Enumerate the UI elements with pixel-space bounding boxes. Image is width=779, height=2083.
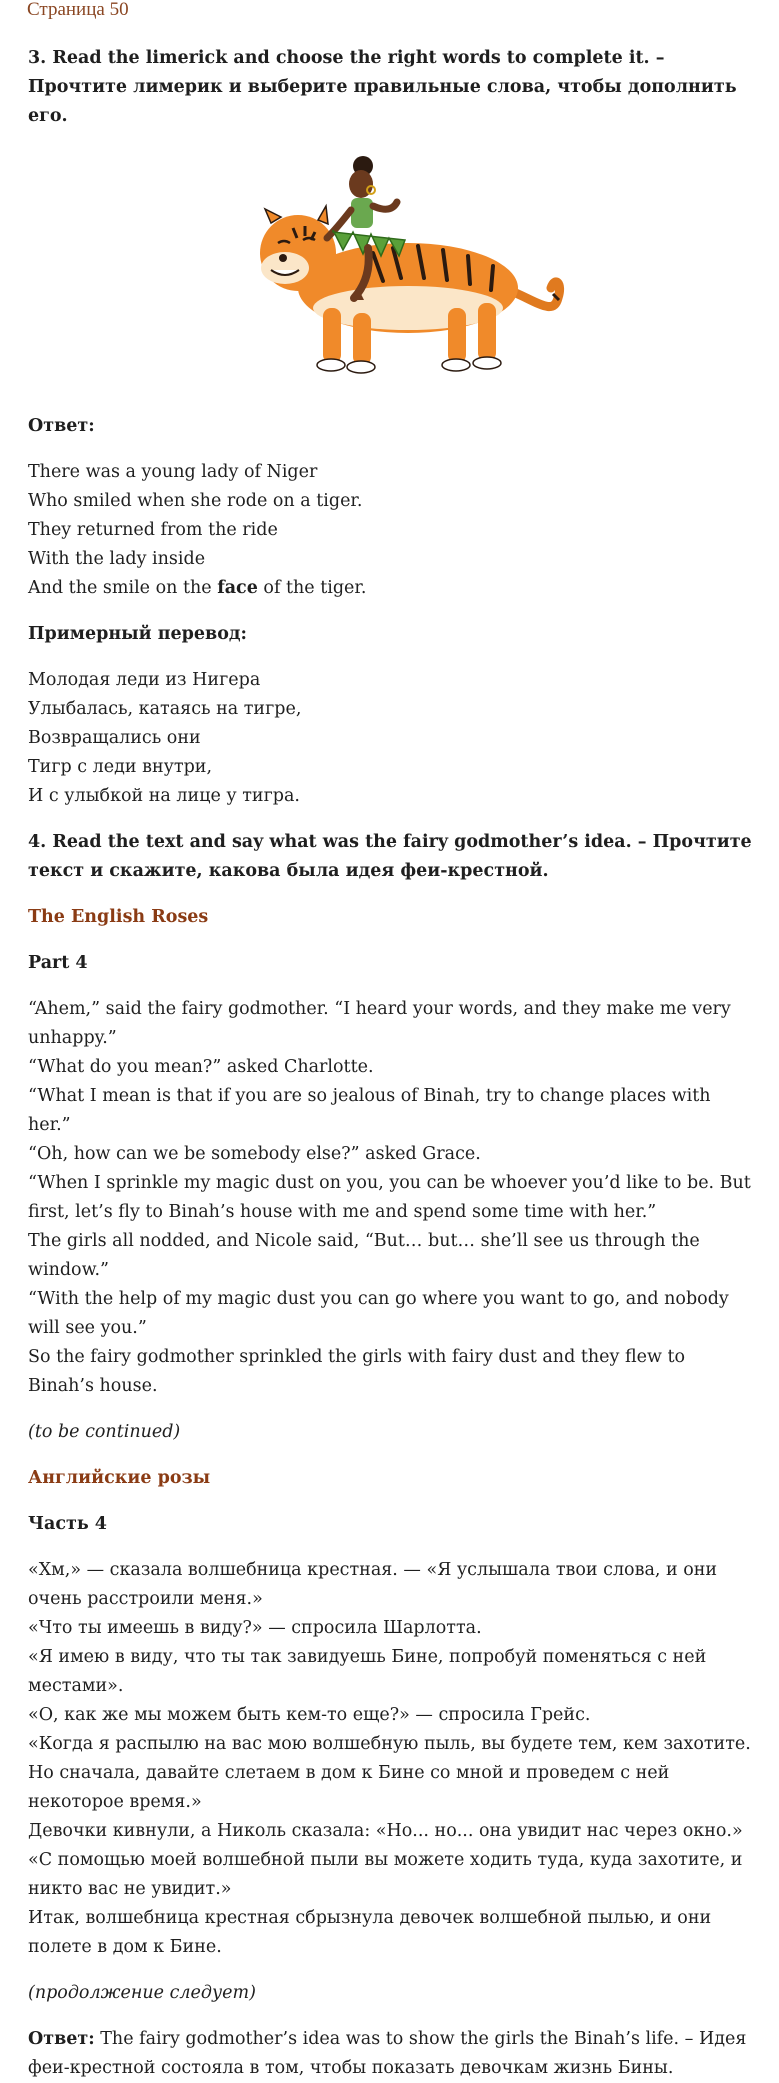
translation <box>28 666 753 811</box>
story-paragraph: «Хм,» — сказала волшебница крестная. — «Я услышала твои слова, и они очень расстроили меня.» <box>28 1560 718 1609</box>
story-paragraph: “Oh, how can we be somebody else?” asked Grace. <box>28 1144 481 1164</box>
translation-label: Примерный перевод: <box>28 624 248 644</box>
story-paragraph: “When I sprinkle my magic dust on you, you can be whoever you’d like to be. But first, let’s fly to Binah’s house with me and spend some time with her.” <box>28 1173 751 1222</box>
story-paragraph: Девочки кивнули, а Николь сказала: «Но... но... она увидит нас через окно.» <box>28 1821 743 1841</box>
story-text-ru <box>28 1556 753 1962</box>
task4-answer-text: The fairy godmother’s idea was to show the girls the Binah’s life. – Идея феи-крестной состояла в том, чтобы показать девочкам жизнь Бины. <box>28 2029 752 2078</box>
limerick-line: Who smiled when she rode on a tiger. <box>28 491 363 511</box>
task4-answer-label: Ответ: <box>28 2029 95 2049</box>
story-title-ru: Английские розы <box>28 1468 211 1488</box>
task3-answer-label: Ответ: <box>28 416 95 436</box>
translation-line: И с улыбкой на лице у тигра. <box>28 786 300 806</box>
task4-answer <box>28 2025 753 2083</box>
girl-riding-tiger-illustration <box>193 148 593 388</box>
story-paragraph: “What do you mean?” asked Charlotte. <box>28 1057 374 1077</box>
part-label-en: Part 4 <box>28 953 88 973</box>
translation-line: Тигр с леди внутри, <box>28 757 213 777</box>
limerick-line: There was a young lady of Niger <box>28 462 318 482</box>
story-paragraph: «О, как же мы можем быть кем-то еще?» — спросила Грейс. <box>28 1705 591 1725</box>
page-number-label: Страница 50 <box>27 0 129 20</box>
content <box>28 44 753 2083</box>
task3-heading: 3. Read the limerick and choose the right words to complete it. – Прочтите лимерик и выберите правильные слова, чтобы дополнить его. <box>28 48 737 126</box>
to-be-continued-en: (to be continued) <box>28 1422 181 1442</box>
story-text-en <box>28 995 753 1401</box>
translation-line: Возвращались они <box>28 728 201 748</box>
to-be-continued-ru: (продолжение следует) <box>28 1983 256 2003</box>
story-paragraph: Итак, волшебница крестная сбрызнула девочек волшебной пылью, и они полете в дом к Бине. <box>28 1908 712 1957</box>
story-paragraph: The girls all nodded, and Nicole said, “But… but… she’ll see us through the window.” <box>28 1231 700 1280</box>
story-paragraph: So the fairy godmother sprinkled the girls with fairy dust and they flew to Binah’s house. <box>28 1347 686 1396</box>
story-paragraph: “With the help of my magic dust you can go where you want to go, and nobody will see you.” <box>28 1289 729 1338</box>
story-paragraph: «Я имею в виду, что ты так завидуешь Бине, попробуй поменяться с ней местами». <box>28 1647 707 1696</box>
story-paragraph: “What I mean is that if you are so jealous of Binah, try to change places with her.” <box>28 1086 711 1135</box>
story-title-en: The English Roses <box>28 907 209 927</box>
story-paragraph: «Когда я распылю на вас мою волшебную пыль, вы будете тем, кем захотите. Но сначала, давайте слетаем в дом к Бине со мной и проведем с ней некоторое время.» <box>28 1734 751 1812</box>
limerick-line-5-end: of the tiger. <box>257 578 367 598</box>
translation-line: Молодая леди из Нигера <box>28 670 261 690</box>
translation-line: Улыбалась, катаясь на тигре, <box>28 699 302 719</box>
limerick-line: They returned from the ride <box>28 520 278 540</box>
story-paragraph: «С помощью моей волшебной пыли вы можете ходить туда, куда захотите, и никто вас не увидит.» <box>28 1850 743 1899</box>
limerick-answer-word: face <box>217 578 258 598</box>
story-paragraph: “Ahem,” said the fairy godmother. “I heard your words, and they make me very unhappy.” <box>28 999 731 1048</box>
limerick <box>28 458 753 603</box>
part-label-ru: Часть 4 <box>28 1514 107 1534</box>
limerick-line-5-start: And the smile on the <box>28 578 218 598</box>
limerick-line: With the lady inside <box>28 549 206 569</box>
limerick-line <box>28 574 753 603</box>
story-paragraph: «Что ты имеешь в виду?» — спросила Шарлотта. <box>28 1618 482 1638</box>
task4-heading: 4. Read the text and say what was the fairy godmother’s idea. – Прочтите текст и скажите, какова была идея феи-крестной. <box>28 832 752 881</box>
